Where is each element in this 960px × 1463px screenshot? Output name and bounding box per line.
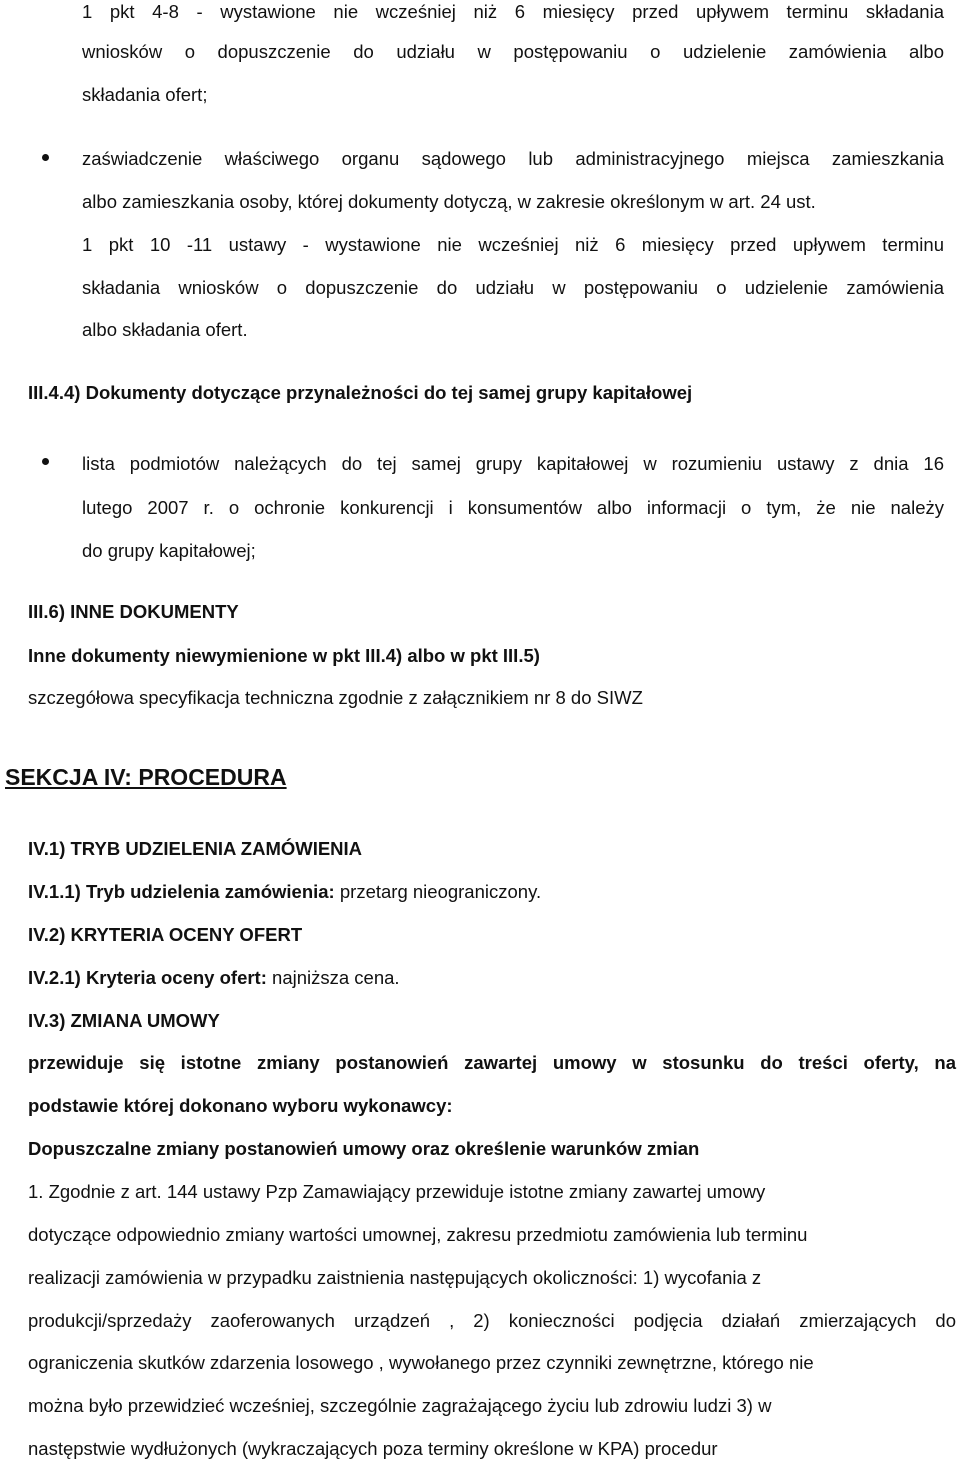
paragraph-line: wniosków o dopuszczenie do udziału w postępowaniu o udzielenie zamówienia albo <box>82 41 944 62</box>
paragraph-line: dotyczące odpowiednio zmiany wartości umownej, zakresu przedmiotu zamówienia lub terminu <box>28 1224 808 1245</box>
bullet-item-line: do grupy kapitałowej; <box>82 540 256 561</box>
bullet-item-line: 1 pkt 10 -11 ustawy - wystawione nie wcześniej niż 6 miesięcy przed upływem terminu <box>82 234 944 255</box>
bullet-item-line: lista podmiotów należących do tej samej grupy kapitałowej w rozumieniu ustawy z dnia 16 <box>82 453 944 474</box>
subsection-heading: IV.1) TRYB UDZIELENIA ZAMÓWIENIA <box>28 838 363 859</box>
paragraph-line: składania ofert; <box>82 84 208 105</box>
field-value: przetarg nieograniczony. <box>339 881 542 902</box>
subsection-heading: IV.2) KRYTERIA OCENY OFERT <box>28 924 303 945</box>
paragraph-line: produkcji/sprzedaży zaoferowanych urządzeń , 2) konieczności podjęcia działań zmierzających do <box>28 1310 956 1331</box>
bold-paragraph-line: podstawie której dokonano wyboru wykonawcy: <box>28 1095 453 1116</box>
field-label: IV.1.1) Tryb udzielenia zamówienia: <box>28 881 335 902</box>
paragraph-line: 1. Zgodnie z art. 144 ustawy Pzp Zamawiający przewiduje istotne zmiany zawartej umowy <box>28 1181 766 1202</box>
subsection-heading: IV.3) ZMIANA UMOWY <box>28 1010 220 1031</box>
paragraph-line: 1 pkt 4-8 - wystawione nie wcześniej niż 6 miesięcy przed upływem terminu składania <box>82 1 944 22</box>
procedure-type-row <box>28 883 541 902</box>
paragraph-line: realizacji zamówienia w przypadku zaistnienia następujących okoliczności: 1) wycofania z <box>28 1267 762 1288</box>
bullet-icon <box>42 154 49 161</box>
paragraph-line: następstwie wydłużonych (wykraczających poza terminy określone w KPA) procedur <box>28 1438 718 1459</box>
section-heading: III.6) INNE DOKUMENTY <box>28 601 239 622</box>
bold-paragraph-line: przewiduje się istotne zmiany postanowień zawartej umowy w stosunku do treści oferty, na <box>28 1052 956 1073</box>
bullet-item-line: składania wniosków o dopuszczenie do udziału w postępowaniu o udzielenie zamówienia <box>82 277 944 298</box>
field-value: najniższa cena. <box>272 967 400 988</box>
bullet-icon <box>42 458 49 465</box>
paragraph-line: można było przewidzieć wcześniej, szczególnie zagrażającego życiu lub zdrowiu ludzi 3) w <box>28 1395 772 1416</box>
section-title: SEKCJA IV: PROCEDURA <box>5 764 287 790</box>
bold-paragraph-line: Dopuszczalne zmiany postanowień umowy oraz określenie warunków zmian <box>28 1138 700 1159</box>
criteria-row <box>28 969 400 988</box>
section-subheading: Inne dokumenty niewymienione w pkt III.4) albo w pkt III.5) <box>28 645 540 666</box>
field-label: IV.2.1) Kryteria oceny ofert: <box>28 967 267 988</box>
paragraph-line: ograniczenia skutków zdarzenia losowego , wywołanego przez czynniki zewnętrzne, którego nie <box>28 1352 814 1373</box>
section-text: szczegółowa specyfikacja techniczna zgodnie z załącznikiem nr 8 do SIWZ <box>28 687 643 708</box>
bullet-item-line: zaświadczenie właściwego organu sądowego lub administracyjnego miejsca zamieszkania <box>82 148 944 169</box>
section-heading: III.4.4) Dokumenty dotyczące przynależności do tej samej grupy kapitałowej <box>28 382 693 403</box>
bullet-item-line: albo zamieszkania osoby, której dokumenty dotyczą, w zakresie określonym w art. 24 ust. <box>82 191 816 212</box>
bullet-item-line: albo składania ofert. <box>82 319 248 340</box>
bullet-item-line: lutego 2007 r. o ochronie konkurencji i konsumentów albo informacji o tym, że nie należy <box>82 497 944 518</box>
